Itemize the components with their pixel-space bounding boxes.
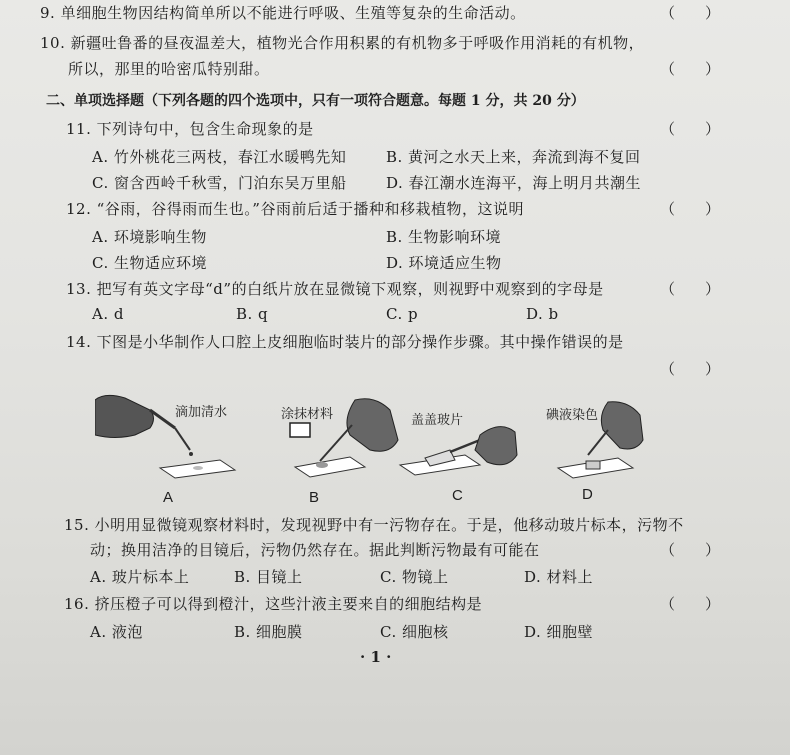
section-heading: 二、单项选择题（下列各题的四个选项中，只有一项符合题意。每题 1 分，共 20 分）: [46, 93, 585, 109]
q13-option-c: C. p: [386, 305, 419, 323]
q10-answer-paren: （ ）: [660, 60, 721, 78]
q12-option-a: A. 环境影响生物: [92, 228, 207, 246]
q16-option-a: A. 液泡: [90, 623, 143, 641]
q11-answer-paren: （ ）: [660, 120, 721, 138]
q11-stem: 11. 下列诗句中，包含生命现象的是: [66, 120, 314, 138]
figure-b-label: B: [309, 489, 320, 506]
figure-c-label: C: [452, 487, 463, 504]
figure-a-label: A: [163, 489, 174, 506]
q16-option-b: B. 细胞膜: [234, 623, 303, 641]
q13-answer-paren: （ ）: [660, 280, 721, 298]
q13-option-d: D. b: [526, 305, 559, 323]
figure-b-caption: 涂抹材料: [281, 407, 334, 422]
q15-option-b: B. 目镜上: [234, 568, 303, 586]
q11-option-c: C. 窗含西岭千秋雪，门泊东吴万里船: [92, 174, 347, 192]
figure-d-caption: 碘液染色: [546, 408, 599, 423]
figure-d-label: D: [582, 486, 593, 503]
q13-option-b: B. q: [236, 305, 269, 323]
q15-option-c: C. 物镜上: [380, 568, 449, 586]
page-number: · 1 ·: [360, 648, 392, 666]
q16-answer-paren: （ ）: [660, 595, 721, 613]
q10-line2: 所以，那里的哈密瓜特别甜。: [68, 60, 270, 78]
q9-answer-paren: （ ）: [660, 4, 721, 22]
q13-option-a: A. d: [92, 305, 124, 323]
q14-stem: 14. 下图是小华制作人口腔上皮细胞临时装片的部分操作步骤。其中操作错误的是: [66, 333, 624, 351]
q15-option-a: A. 玻片标本上: [90, 568, 190, 586]
q12-answer-paren: （ ）: [660, 200, 721, 218]
figure-c-caption: 盖盖玻片: [411, 413, 464, 428]
q15-answer-paren: （ ）: [660, 541, 721, 559]
q11-option-a: A. 竹外桃花三两枝，春江水暖鸭先知: [92, 148, 347, 166]
q11-option-b: B. 黄河之水天上来，奔流到海不复回: [386, 148, 641, 166]
q11-option-d: D. 春江潮水连海平，海上明月共潮生: [386, 174, 642, 192]
q9-text: 9. 单细胞生物因结构简单所以不能进行呼吸、生殖等复杂的生命活动。: [40, 4, 526, 22]
q15-line1: 15. 小明用显微镜观察材料时，发现视野中有一污物存在。于是，他移动玻片标本，污物不: [64, 516, 684, 534]
q10-line1: 10. 新疆吐鲁番的昼夜温差大，植物光合作用积累的有机物多于呼吸作用消耗的有机物，: [40, 34, 645, 52]
figure-c-covering-coverslip: [395, 420, 520, 490]
q15-option-d: D. 材料上: [524, 568, 594, 586]
q15-line2: 动；换用洁净的目镜后，污物仍然存在。据此判断污物最有可能在: [90, 541, 540, 559]
q12-stem: 12. “谷雨，谷得雨而生也。”谷雨前后适于播种和移栽植物，这说明: [66, 200, 524, 218]
q13-stem: 13. 把写有英文字母“d”的白纸片放在显微镜下观察，则视野中观察到的字母是: [66, 280, 604, 298]
q16-option-c: C. 细胞核: [380, 623, 449, 641]
q14-answer-paren: （ ）: [660, 360, 721, 378]
q12-option-b: B. 生物影响环境: [386, 228, 502, 246]
q16-stem: 16. 挤压橙子可以得到橙汁，这些汁液主要来自的细胞结构是: [64, 595, 483, 613]
q12-option-c: C. 生物适应环境: [92, 254, 207, 272]
figure-a-caption: 滴加清水: [175, 405, 228, 420]
q12-option-d: D. 环境适应生物: [386, 254, 502, 272]
q16-option-d: D. 细胞壁: [524, 623, 594, 641]
